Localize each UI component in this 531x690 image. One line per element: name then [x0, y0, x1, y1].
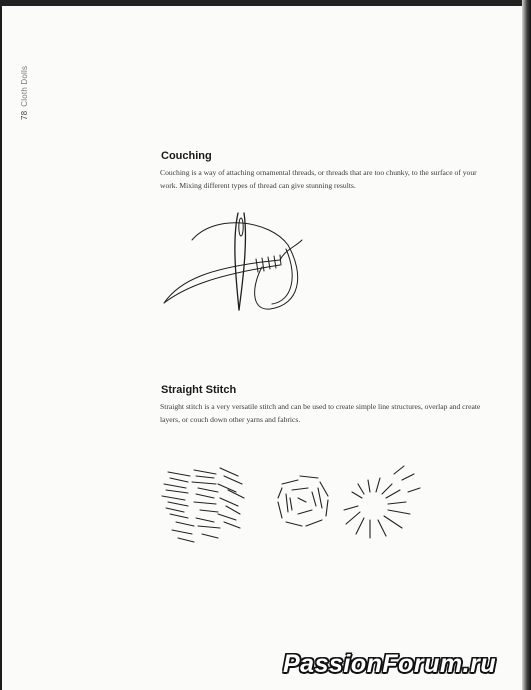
couching-illustration — [160, 205, 310, 317]
page-number: 78 — [20, 110, 29, 120]
running-head — [20, 66, 29, 120]
straight-stitch-paragraph: Straight stitch is a very versatile stitch and can be used to create simple line structures, overlap and create layers, or couch down other yarns and fabrics. — [160, 402, 481, 424]
couching-paragraph: Couching is a way of attaching ornamental threads, or threads that are too chunky, to the surface of your work. Mixing different types of thread can give stunning results. — [160, 168, 477, 190]
page-edge-shadow — [522, 0, 531, 690]
book-page — [2, 6, 522, 690]
stitch-group-radiating — [344, 466, 420, 538]
couching-heading: Couching — [161, 150, 212, 162]
watermark: PassionForum.ru — [283, 650, 497, 678]
straight-stitch-illustration — [158, 462, 428, 552]
book-title: Cloth Dolls — [20, 65, 29, 107]
stitch-group-spiral — [278, 476, 328, 526]
stitch-group-overlapping — [162, 468, 244, 542]
straight-stitch-heading: Straight Stitch — [161, 384, 237, 396]
